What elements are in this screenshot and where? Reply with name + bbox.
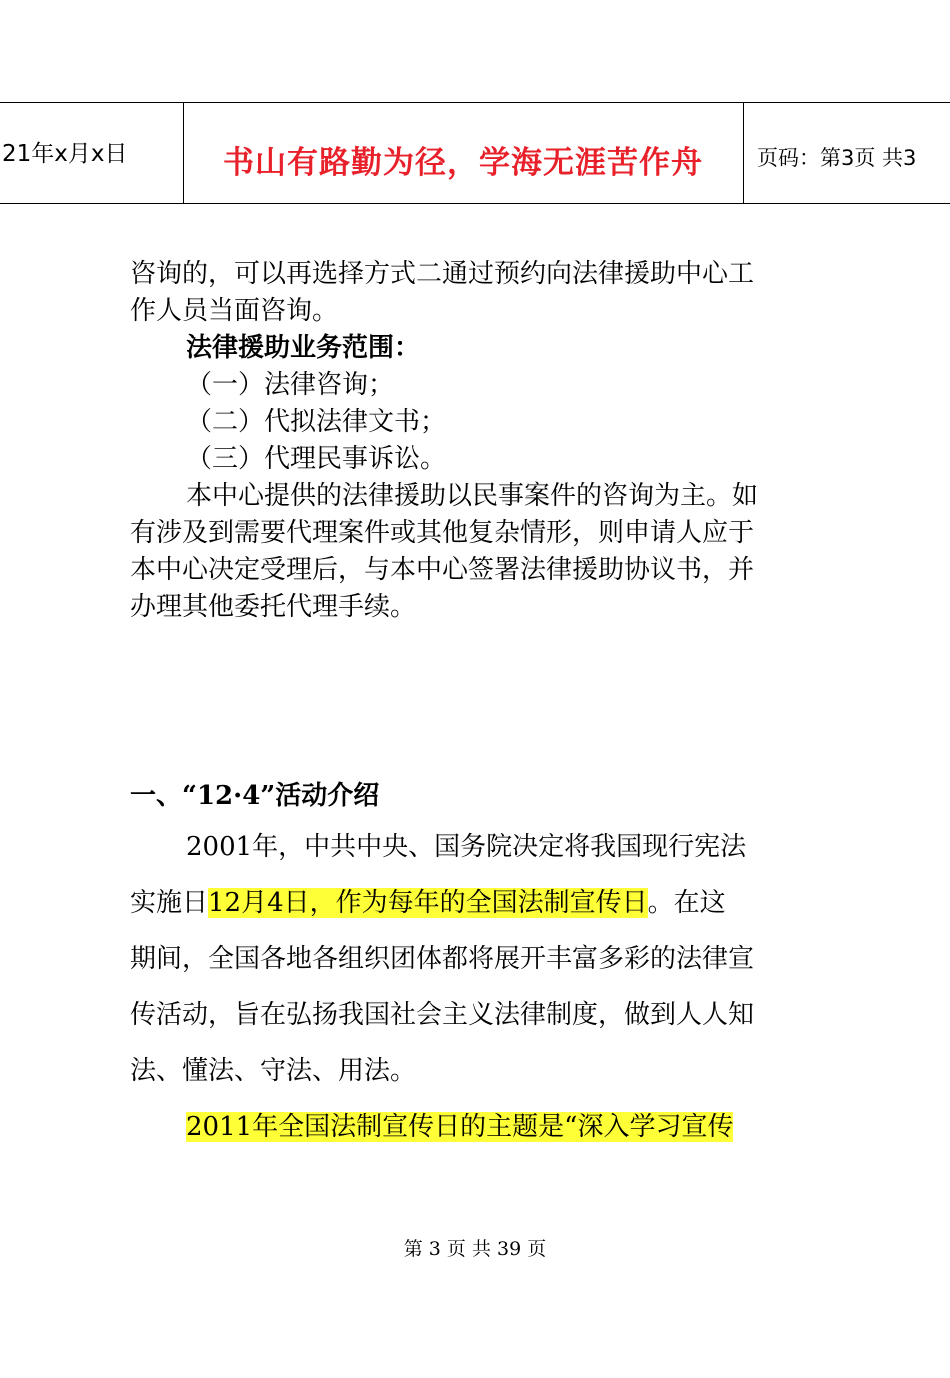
paragraph-line xyxy=(130,1099,822,1155)
paragraph-line: 传活动，旨在弘扬我国社会主义法律制度，做到人人知 xyxy=(130,1000,755,1030)
scope-item: （二）代拟法律文书； xyxy=(186,407,447,437)
scope-item: （一）法律咨询； xyxy=(186,370,395,400)
paragraph-line: 办理其他委托代理手续。 xyxy=(130,592,417,622)
text-run: 。在这 xyxy=(647,888,726,918)
section2-text xyxy=(130,819,822,1155)
scope-item: （三）代理民事诉讼。 xyxy=(186,444,447,474)
section-heading: 一、“12·4”活动介绍 xyxy=(130,781,380,811)
text-line: 咨询的，可以再选择方式二通过预约向法律援助中心工 xyxy=(130,259,755,289)
paragraph-line: 期间，全国各地各组织团体都将展开丰富多彩的法律宣 xyxy=(130,944,755,974)
paragraph-line: 法、懂法、守法、用法。 xyxy=(130,1056,417,1086)
header-motto-cell xyxy=(183,103,744,203)
header-table xyxy=(0,102,950,204)
header-page-cell xyxy=(744,103,950,203)
paragraph-line: 本中心提供的法律援助以民事案件的咨询为主。如 xyxy=(186,481,759,511)
paragraph-line: 有涉及到需要代理案件或其他复杂情形，则申请人应于 xyxy=(130,518,755,548)
text-run: 实施日 xyxy=(130,888,209,918)
text-line: 作人员当面咨询。 xyxy=(130,296,339,326)
header-page-info: 页码：第3页 共3 xyxy=(757,146,917,170)
highlighted-text: 12月4日，作为每年的全国法制宣传日 xyxy=(208,888,648,918)
section1-text xyxy=(130,256,822,626)
paragraph-line: 2001年，中共中央、国务院决定将我国现行宪法 xyxy=(186,832,747,862)
paragraph-line: 本中心决定受理后，与本中心签署法律援助协议书，并 xyxy=(130,555,755,585)
header-date-cell xyxy=(0,103,184,203)
highlighted-text: 2011年全国法制宣传日的主题是“深入学习宣传 xyxy=(186,1112,734,1142)
header-date: 21年x月x日 xyxy=(2,141,128,167)
paragraph-line xyxy=(130,875,822,931)
page-footer: 第 3 页 共 39 页 xyxy=(403,1238,547,1260)
scope-title: 法律援助业务范围： xyxy=(186,333,421,363)
header-motto: 书山有路勤为径，学海无涯苦作舟 xyxy=(223,145,703,181)
